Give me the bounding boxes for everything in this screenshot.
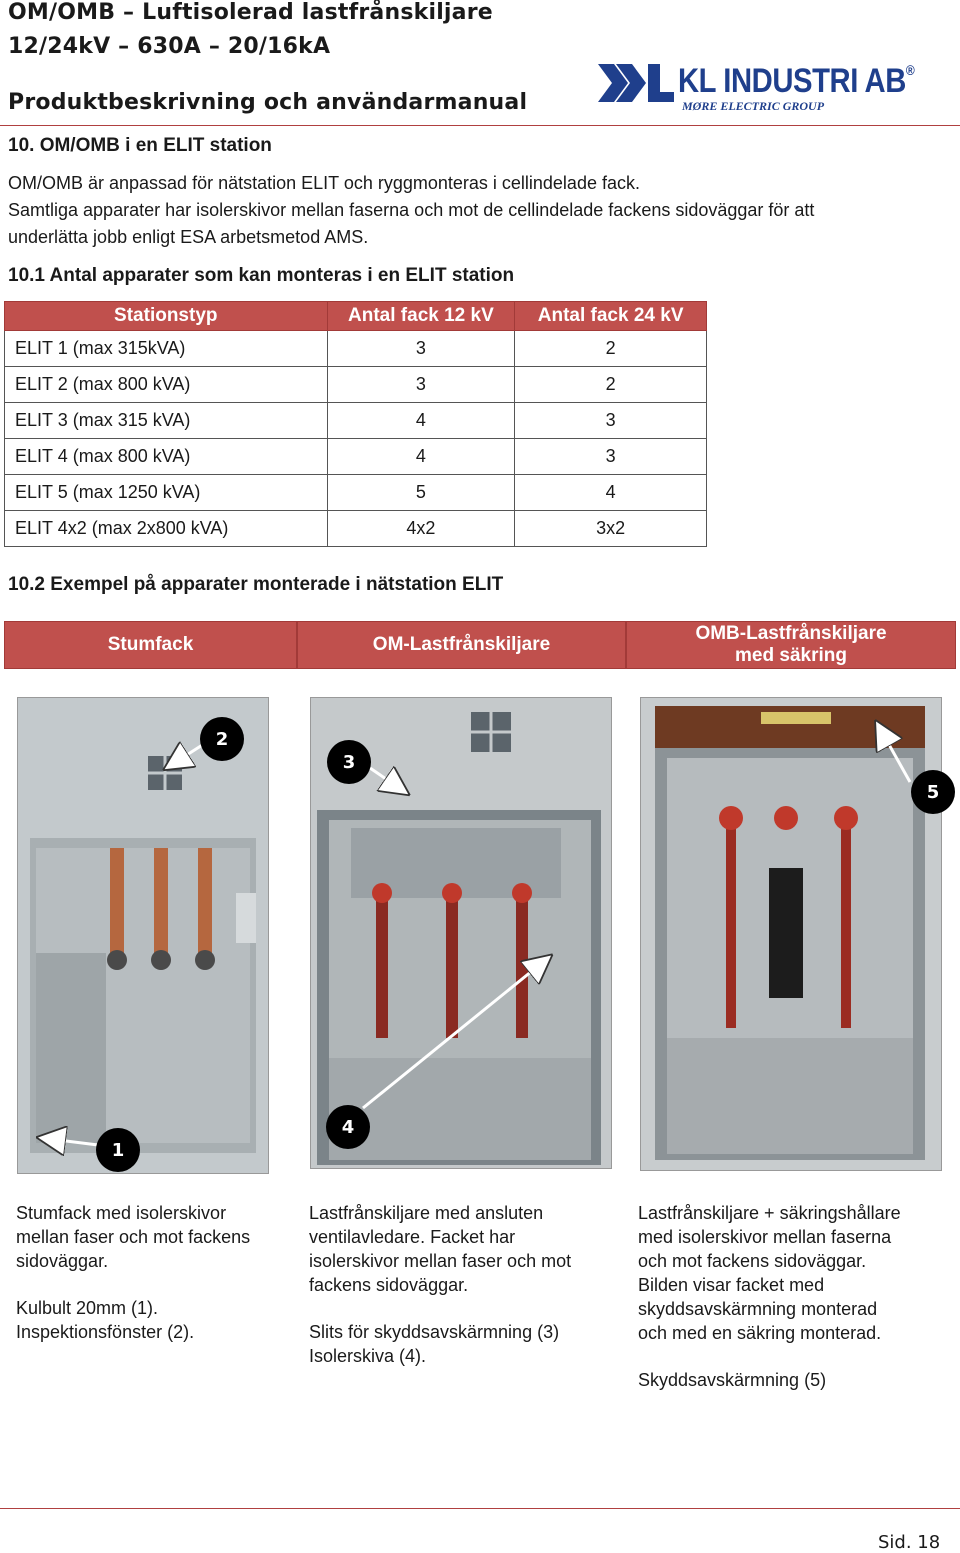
logo-subtitle: MØRE ELECTRIC GROUP [682,99,825,113]
caption-line: Lastfrånskiljare + säkringshållare [638,1203,901,1223]
table-cell: ELIT 5 (max 1250 kVA) [5,475,328,511]
caption-line: Kulbult 20mm (1). [16,1298,159,1318]
table-cell: ELIT 1 (max 315kVA) [5,331,328,367]
caption-omb [638,1201,956,1392]
badge-2: 2 [200,717,244,761]
table-cell: ELIT 4 (max 800 kVA) [5,439,328,475]
table-row [5,367,707,403]
table-cell: 4 [515,475,707,511]
document-title-line1: OM/OMB – Luftisolerad lastfrånskiljare [8,0,493,25]
table-cell: 3 [327,331,515,367]
paragraph-line: Samtliga apparater har isolerskivor mellan faserna och mot de cellindelade fackens sidoväggar för att [8,200,815,220]
arrow-4 [363,958,548,1108]
table-cell: 4 [327,439,515,475]
caption-om [309,1201,629,1368]
table-cell: 2 [515,367,707,403]
caption-line: Isolerskiva (4). [309,1346,427,1366]
caption-line: Stumfack med isolerskivor [16,1203,227,1223]
company-logo [598,62,948,114]
header-om-lastfranskiljare: OM-Lastfrånskiljare [297,621,626,669]
table-row [5,511,707,547]
caption-spacer [638,1345,956,1368]
table-cell: 3x2 [515,511,707,547]
header-stumfack: Stumfack [4,621,297,669]
caption-line: Inspektionsfönster (2). [16,1322,195,1342]
badge-5: 5 [911,770,955,814]
header-omb-line1: OMB-Lastfrånskiljare [695,623,887,644]
annotation-arrows [0,690,960,1180]
document-title-line2: 12/24kV – 630A – 20/16kA [8,34,331,59]
table-cell: 4x2 [327,511,515,547]
logo-name: KL INDUSTRI AB [678,62,906,100]
caption-line: isolerskivor mellan faser och mot [309,1251,572,1271]
section-10-paragraph [8,170,953,251]
table-cell: 3 [327,367,515,403]
table-row [5,439,707,475]
paragraph-line: underlätta jobb enligt ESA arbetsmetod AMS. [8,227,369,247]
header-omb-line2: med säkring [735,645,847,666]
caption-line: Skyddsavskärmning (5) [638,1370,827,1390]
table-cell: 3 [515,403,707,439]
section-10-1-heading: 10.1 Antal apparater som kan monteras i en ELIT station [8,265,515,286]
caption-line: Slits för skyddsavskärmning (3) [309,1322,560,1342]
caption-spacer [309,1297,629,1320]
table-cell: ELIT 4x2 (max 2x800 kVA) [5,511,328,547]
section-10-heading: 10. OM/OMB i en ELIT station [8,135,272,156]
header-omb-lastfranskiljare [626,621,956,669]
logo-registered-mark: ® [905,62,915,78]
caption-line: med isolerskivor mellan faserna [638,1227,892,1247]
footer-divider [0,1508,960,1509]
caption-line: och mot fackens sidoväggar. [638,1251,867,1271]
caption-line: och med en säkring monterad. [638,1323,882,1343]
document-title-line3: Produktbeskrivning och användarmanual [8,90,528,115]
arrow-1 [42,1138,98,1145]
caption-line: ventilavledare. Facket har [309,1227,516,1247]
badge-3: 3 [327,740,371,784]
arrow-3 [370,768,405,792]
badge-4: 4 [326,1105,370,1149]
column-header-stationstyp: Stationstyp [5,302,328,331]
column-header-12kv: Antal fack 12 kV [327,302,515,331]
table-row [5,403,707,439]
table-cell: 3 [515,439,707,475]
caption-line: sidoväggar. [16,1251,109,1271]
table-cell: 5 [327,475,515,511]
column-header-24kv: Antal fack 24 kV [515,302,707,331]
caption-line: fackens sidoväggar. [309,1275,469,1295]
caption-line: mellan faser och mot fackens [16,1227,251,1247]
logo-mark-icon [598,64,674,102]
arrow-5 [878,725,910,782]
elit-station-table [4,301,707,547]
caption-line: skyddsavskärmning monterad [638,1299,878,1319]
table-cell: 4 [327,403,515,439]
caption-line: Lastfrånskiljare med ansluten [309,1203,544,1223]
badge-1: 1 [96,1128,140,1172]
caption-stumfack [16,1201,301,1344]
caption-line: Bilden visar facket med [638,1275,825,1295]
page-number: Sid. 18 [878,1532,941,1553]
section-10-2-heading: 10.2 Exempel på apparater monterade i nätstation ELIT [8,574,504,595]
caption-spacer [16,1273,301,1296]
table-row [5,475,707,511]
table-cell: ELIT 3 (max 315 kVA) [5,403,328,439]
table-row [5,331,707,367]
table-header-row [5,302,707,331]
table-cell: ELIT 2 (max 800 kVA) [5,367,328,403]
paragraph-line: OM/OMB är anpassad för nätstation ELIT och ryggmonteras i cellindelade fack. [8,173,640,193]
example-header-row [4,621,956,669]
header-divider [0,125,960,126]
table-cell: 2 [515,331,707,367]
